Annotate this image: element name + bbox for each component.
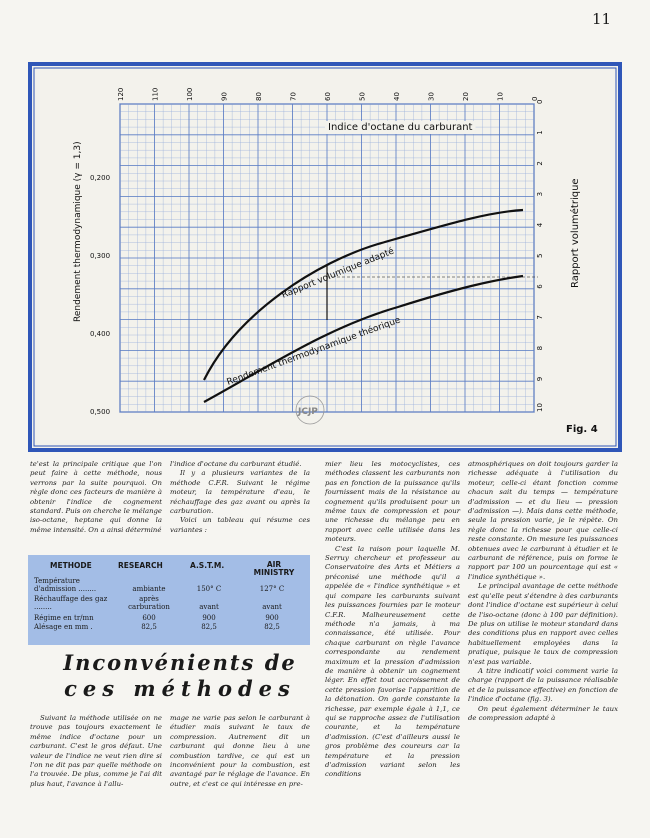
col3-paragraph-1: mier lieu les motocyclistes, ces méthodes classent les carburants non pas en fonction de la puissance qu'ils fournissent mais de la résistance au cognement qu'ils produisent pour un même taux de compression et pour une richesse du mélange peu en rapport avec celle utilisée dans les moteurs. bbox=[325, 460, 460, 544]
upper-curve-label: Rapport volumique adapté bbox=[280, 246, 396, 301]
col2-paragraph-2: Il y a plusieurs variantes de la méthode C.F.R. Suivant le régime moteur, la température d'eau, le réchauffage des gaz avant ou après la carburation. bbox=[170, 469, 310, 516]
right-tick-label: 6 bbox=[536, 284, 544, 289]
col4-paragraph-2: Le principal avantage de cette méthode est qu'elle peut s'étendre à des carburants dont l'indice d'octane est supérieur à celui de l'iso-octane (donc à 100 par définition). De plus on utilise le moteur standard dans des conditions plus en rapport avec celles habituellement employées dans la pratique, puisque le taux de compression n'est pas variable. bbox=[468, 582, 618, 666]
right-tick-label: 10 bbox=[536, 403, 544, 412]
row-reheat-label: Réchauffage des gaz ........ bbox=[34, 595, 108, 611]
col4-paragraph-1: atmosphériques on doit toujours garder la richesse adéquate à l'utilisation du moteur, celle-ci étant fonction comme chacun sait du temps — température d'admission — et du lieu — pression d'admission —). Mais dans cette méthode, seule la pression varie, je le répète. On règle donc la richesse pour que celle-ci reste constante. On mesure les puissances obtenues avec le carburant à étudier et le carburant de référence, puis on forme le rapport par 100 un pourcentage qui est « l'indice synthétique ». bbox=[468, 460, 618, 581]
top-tick-label: 90 bbox=[220, 92, 229, 101]
top-tick-label: 40 bbox=[393, 92, 401, 101]
th-methode: METHODE bbox=[50, 561, 92, 570]
grid bbox=[120, 104, 534, 412]
column-3 bbox=[325, 460, 460, 780]
row-temp-air: 127° C bbox=[259, 585, 285, 593]
top-tick-label: 120 bbox=[117, 87, 125, 101]
right-tick-label: 2 bbox=[536, 161, 544, 166]
column-4 bbox=[468, 460, 618, 723]
row-bore-air: 82,5 bbox=[264, 623, 280, 631]
top-tick-label: 80 bbox=[255, 92, 263, 101]
col1-paragraph: te'est la principale critique que l'on peut faire à cette méthode, nous verrons par la suite pourquoi. On règle donc ces facteurs de manière à obtenir l'indice de cognement standard. Puis on cherche le mélange iso-octane, heptane qui donne la même intensité. On a ainsi déterminé bbox=[30, 460, 162, 534]
top-tick-label: 10 bbox=[496, 92, 505, 101]
col1b-paragraph: Suivant la méthode utilisée on ne trouve pas toujours exactement le même indice d'octane pour un carburant. C'est le gros défaut. Une valeur de l'indice ne veut rien dire si l'on ne dit pas par quelle méthode on l'a trouvée. De plus, comme je l'ai dit plus haut, l'avance à l'allu- bbox=[30, 714, 162, 788]
page-number: 11 bbox=[592, 10, 612, 28]
row-regime-label: Régime en tr/mn bbox=[34, 614, 94, 622]
row-regime-research: 600 bbox=[142, 614, 156, 622]
chart-svg bbox=[28, 62, 622, 452]
watermark-text: JCJP bbox=[298, 407, 318, 417]
th-astm: A.S.T.M. bbox=[190, 561, 225, 570]
row-bore-research: 82,5 bbox=[141, 623, 157, 631]
figure-4 bbox=[28, 62, 622, 452]
row-reheat-air: avant bbox=[262, 603, 282, 611]
right-tick-label: 4 bbox=[536, 222, 544, 228]
heading-line-1: Inconvénients de bbox=[63, 650, 297, 675]
col2-paragraph-1: l'indice d'octane du carburant étudié. bbox=[170, 460, 302, 468]
col4-paragraph-3: A titre indicatif voici comment varie la charge (rapport de la puissance réalisable et de la puissance effective) en fonction de l'indice d'octane (fig. 3). bbox=[468, 666, 618, 704]
row-regime-air: 900 bbox=[265, 614, 279, 622]
top-tick-label: 110 bbox=[151, 87, 160, 101]
top-tick-label: 50 bbox=[358, 92, 367, 101]
section-heading bbox=[60, 650, 300, 702]
th-research: RESEARCH bbox=[118, 561, 163, 570]
row-reheat-astm: avant bbox=[199, 603, 219, 611]
left-tick-label: 0,500 bbox=[90, 408, 111, 416]
methods-table bbox=[28, 555, 310, 645]
top-tick-label: 0 bbox=[531, 96, 539, 101]
row-temp-research: ambiante bbox=[132, 585, 166, 593]
top-tick-label: 20 bbox=[462, 92, 470, 101]
top-tick-label: 30 bbox=[427, 92, 436, 101]
row-regime-astm: 900 bbox=[202, 614, 216, 622]
lower-curve-label: Rendement thermodynamique théorique bbox=[225, 315, 403, 388]
row-bore-label: Alésage en mm . bbox=[34, 623, 93, 631]
top-tick-label: 100 bbox=[186, 87, 194, 101]
right-tick-label: 3 bbox=[536, 191, 544, 197]
column-2-bottom bbox=[170, 714, 310, 789]
col2b-paragraph: mage ne varie pas selon le carburant à étudier mais suivant le taux de compression. Autrement dit un carburant qui donne lieu à une combustion tardive, ce qui est un inconvénient pour la combustion, est avantagé par le réglage de l'avance. En outre, et c'est ce qui intéresse en pre- bbox=[170, 714, 310, 788]
top-axis-title: Indice d'octane du carburant bbox=[328, 122, 473, 133]
col3-paragraph-2: C'est la raison pour laquelle M. Serruy chercheur et professeur au Conservatoire des Arts et Métiers a préconisé une méthode qu'il a appelée de « l'indice synthétique » et qui compare les carburants suivant les puissances fournies par le moteur C.F.R. Malheureusement cette méthode n'a jamais, à ma connaissance, été utilisée. Pour chaque carburant on règle l'avance correspondante au rendement maximum et la pression d'admission de manière à obtenir un cognement léger. En effet tout accroissement de cette pression favorise l'apparition de la détonation. On garde constante la richesse, par exemple égale à 1,1, ce qui se rapproche assez de l'utilisation courante, et la température d'admission. (C'est d'ailleurs aussi le gros problème des coureurs car la température et la pression d'admission variant selon les conditions bbox=[325, 544, 460, 779]
th-air-ministry: AIR MINISTRY bbox=[253, 560, 295, 577]
right-tick-label: 1 bbox=[536, 130, 544, 135]
row-temp-label: Température d'admission ........ bbox=[34, 577, 97, 593]
left-tick-label: 0,400 bbox=[90, 330, 111, 338]
column-1-bottom bbox=[30, 714, 162, 789]
right-axis-title: Rapport volumétrique bbox=[570, 178, 581, 288]
right-tick-label: 5 bbox=[536, 253, 544, 258]
top-tick-label: 70 bbox=[289, 92, 298, 101]
heading-line-2: ces méthodes bbox=[64, 676, 296, 701]
right-tick-label: 7 bbox=[536, 315, 544, 320]
left-axis-title: Rendement thermodynamique (γ = 1,3) bbox=[73, 141, 83, 322]
row-reheat-research: après carburation bbox=[128, 595, 170, 611]
top-tick-label: 60 bbox=[324, 92, 332, 101]
row-bore-astm: 82,5 bbox=[201, 623, 217, 631]
right-tick-label: 0 bbox=[536, 99, 544, 104]
col2-paragraph-3: Voici un tableau qui résume ces variantes : bbox=[170, 516, 310, 534]
right-tick-label: 9 bbox=[536, 376, 544, 382]
left-tick-label: 0,200 bbox=[90, 174, 111, 182]
left-tick-label: 0,300 bbox=[90, 252, 111, 260]
column-1-top bbox=[30, 460, 162, 535]
col4-paragraph-4: On peut également déterminer le taux de compression adapté à bbox=[468, 704, 618, 722]
figure-label: Fig. 4 bbox=[566, 424, 598, 435]
column-2-top bbox=[170, 460, 310, 535]
right-tick-label: 8 bbox=[536, 345, 544, 351]
row-temp-astm: 150° C bbox=[196, 585, 222, 593]
